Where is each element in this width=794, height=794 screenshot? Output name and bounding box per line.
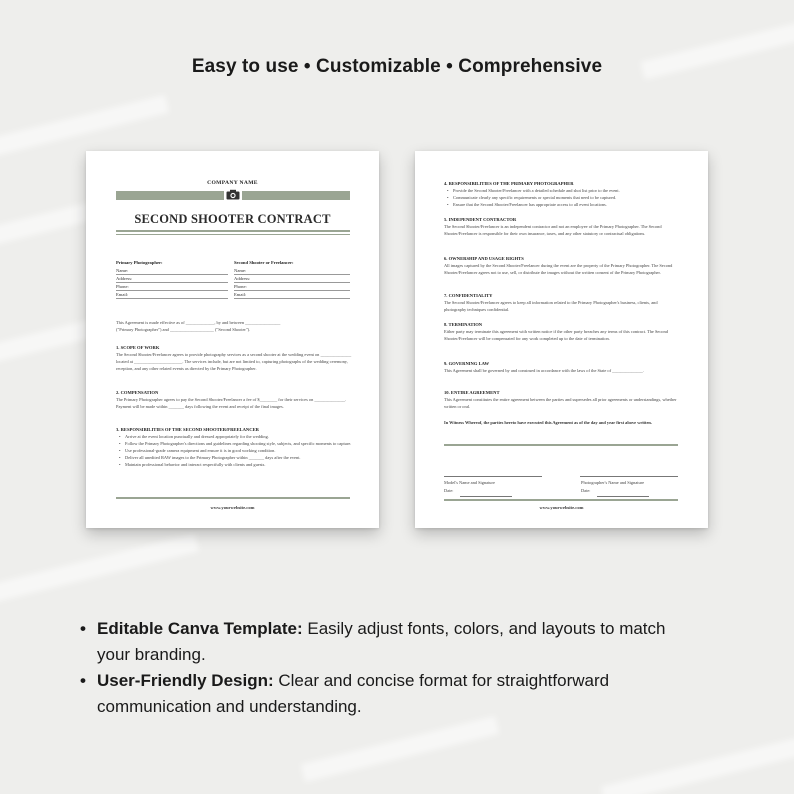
contract-page-2 (415, 151, 708, 528)
date-line[interactable] (460, 496, 512, 497)
section-title: 3. RESPONSIBILITIES OF THE SECOND SHOOTER/FREELANCER (116, 427, 259, 432)
second-phone-field[interactable] (234, 283, 350, 291)
signature-label: Model's Name and Signature (444, 480, 495, 485)
feature-text: Easily adjust fonts, colors, and layouts to match your branding. (97, 619, 666, 664)
agreement-line: ("Primary Photographer") and ____________________ ("Second Shooter"). (116, 327, 251, 332)
second-name-field[interactable] (234, 267, 350, 275)
section-entire-agreement (444, 389, 680, 410)
section-title: 6. OWNERSHIP AND USAGE RIGHTS (444, 256, 524, 261)
section-ownership (444, 255, 680, 276)
list-item: • Use professional-grade camera equipment and ensure it is in good working condition. (116, 447, 352, 454)
field-label: Address: (116, 276, 133, 281)
section-title: 5. INDEPENDENT CONTRACTOR (444, 217, 517, 222)
section-title: 10. ENTIRE AGREEMENT (444, 390, 500, 395)
feature-list (80, 616, 700, 720)
second-email-field[interactable] (234, 291, 350, 299)
primary-phone-field[interactable] (116, 283, 228, 291)
section-second-responsibilities (116, 426, 352, 468)
footer-website: www.yourwebsite.com (210, 505, 255, 510)
second-shooter-block (234, 259, 350, 299)
section-text: The Second Shooter/Freelancer is an independent contractor and not an employee of the Primary Photographer. The Second Shooter/Freelancer is responsible for their own insurance, taxes, and any other statutory or contractual obligations. (444, 224, 662, 236)
section-governing-law (444, 360, 680, 374)
feature-text: Clear and concise format for straightforward communication and understanding. (97, 671, 610, 716)
headline: Easy to use • Customizable • Comprehensive (191, 56, 603, 77)
primary-name-field[interactable] (116, 267, 228, 275)
witness-clause (444, 419, 680, 426)
primary-email-field[interactable] (116, 291, 228, 299)
section-title: 2. COMPENSATION (116, 390, 159, 395)
field-label: Email: (116, 292, 129, 297)
primary-heading: Primary Photographer: (116, 260, 163, 265)
section-independent (444, 216, 680, 237)
list-item: • Follow the Primary Photographer's directions and guidelines regarding shooting style, subjects, and specific moments to capture. (116, 440, 352, 447)
field-label: Name: (116, 268, 129, 273)
list-item: • Deliver all unedited RAW images to the Primary Photographer within _______ days after the event. (116, 454, 352, 461)
field-label: Address: (234, 276, 251, 281)
feature-title: User-Friendly Design: (97, 671, 274, 690)
feature-item (80, 668, 700, 720)
section-confidentiality (444, 292, 680, 313)
signature-block-model (444, 479, 554, 495)
primary-photographer-block (116, 259, 228, 299)
field-label: Email: (234, 292, 247, 297)
feature-item (80, 616, 700, 668)
section-compensation (116, 389, 352, 410)
title-rule (116, 230, 350, 232)
date-label: Date: (444, 488, 454, 493)
feature-title: Editable Canva Template: (97, 619, 303, 638)
footer-website: www.yourwebsite.com (539, 505, 584, 510)
signature-label: Photographer's Name and Signature (581, 480, 645, 485)
section-title: 4. RESPONSIBILITIES OF THE PRIMARY PHOTOGRAPHER (444, 181, 574, 186)
list-item: • Communicate clearly any specific requirements or special moments that need to be captured. (444, 194, 680, 201)
list-item: • Provide the Second Shooter/Freelancer with a detailed schedule and shot list prior to the event. (444, 187, 680, 194)
signature-block-photographer (581, 479, 691, 495)
background-light-stripe (601, 734, 794, 794)
section-title: 7. CONFIDENTIALITY (444, 293, 493, 298)
section-termination (444, 321, 680, 342)
date-label: Date: (581, 488, 591, 493)
responsibility-list (116, 433, 352, 468)
field-label: Phone: (116, 284, 129, 289)
list-item: • Maintain professional behavior and interact respectfully with clients and guests. (116, 461, 352, 468)
second-address-field[interactable] (234, 275, 350, 283)
section-text: This Agreement shall be governed by and construed in accordance with the laws of the State of ______________. (444, 368, 644, 373)
section-text: All images captured by the Second Shooter/Freelancer during the event are the property of the Primary Photographer. The Second Shooter/Freelancer agrees not to use, sell, or distribute the images without the written consent of the Primary Photographer. (444, 263, 673, 275)
field-label: Phone: (234, 284, 247, 289)
responsibility-list (444, 187, 680, 208)
section-title: 9. GOVERNING LAW (444, 361, 490, 366)
agreement-intro (116, 319, 352, 333)
witness-rule (444, 444, 678, 446)
list-item: • Ensure that the Second Shooter/Freelancer has appropriate access to all event locations. (444, 201, 680, 208)
primary-address-field[interactable] (116, 275, 228, 283)
date-line[interactable] (597, 496, 649, 497)
field-label: Name: (234, 268, 247, 273)
section-text: This Agreement constitutes the entire agreement between the parties and supersedes all prior agreements or understandings, whether written or oral. (444, 397, 677, 409)
title-rule (116, 234, 350, 235)
section-text: The Second Shooter/Freelancer agrees to provide photography services as a second shooter at the wedding event on ______________ located at ______________________. The services include, but are not limited to, capturing photographs of the wedding ceremony, reception, and any other related events as directed by the Primary Photographer. (116, 352, 352, 371)
contract-title: SECOND SHOOTER CONTRACT (134, 212, 331, 226)
section-text: The Second Shooter/Freelancer agrees to keep all information related to the Primary Photographer's business, clients, and photography techniques confidential. (444, 300, 658, 312)
signature-line-model[interactable] (444, 476, 542, 477)
section-title: 1. SCOPE OF WORK (116, 345, 160, 350)
section-scope (116, 344, 352, 372)
list-item: • Arrive at the event location punctually and dressed appropriately for the wedding. (116, 433, 352, 440)
background-light-stripe (301, 716, 499, 782)
signature-line-photographer[interactable] (580, 476, 678, 477)
contract-page-1 (86, 151, 379, 528)
section-text: The Primary Photographer agrees to pay the Second Shooter/Freelancer a fee of $________ for their services on ______________. Payment will be made within _______ days following the event and receipt of the final images. (116, 397, 347, 409)
footer-rule (116, 497, 350, 499)
section-primary-responsibilities (444, 180, 680, 208)
background-light-stripe (0, 534, 199, 605)
camera-icon (224, 187, 242, 202)
company-name: COMPANY NAME (207, 180, 258, 186)
agreement-line: This Agreement is made effective as of _____________, by and between ________________ (116, 320, 281, 325)
witness-text: In Witness Whereof, the parties hereto have executed this Agreement as of the day and year first above written. (444, 420, 652, 425)
section-title: 8. TERMINATION (444, 322, 483, 327)
footer-rule (444, 499, 678, 501)
section-text: Either party may terminate this agreement with written notice if the other party breaches any terms of this contract. The Second Shooter/Freelancer will be compensated for any work completed up to the date of termination. (444, 329, 668, 341)
second-heading: Second Shooter or Freelancer: (234, 260, 294, 265)
